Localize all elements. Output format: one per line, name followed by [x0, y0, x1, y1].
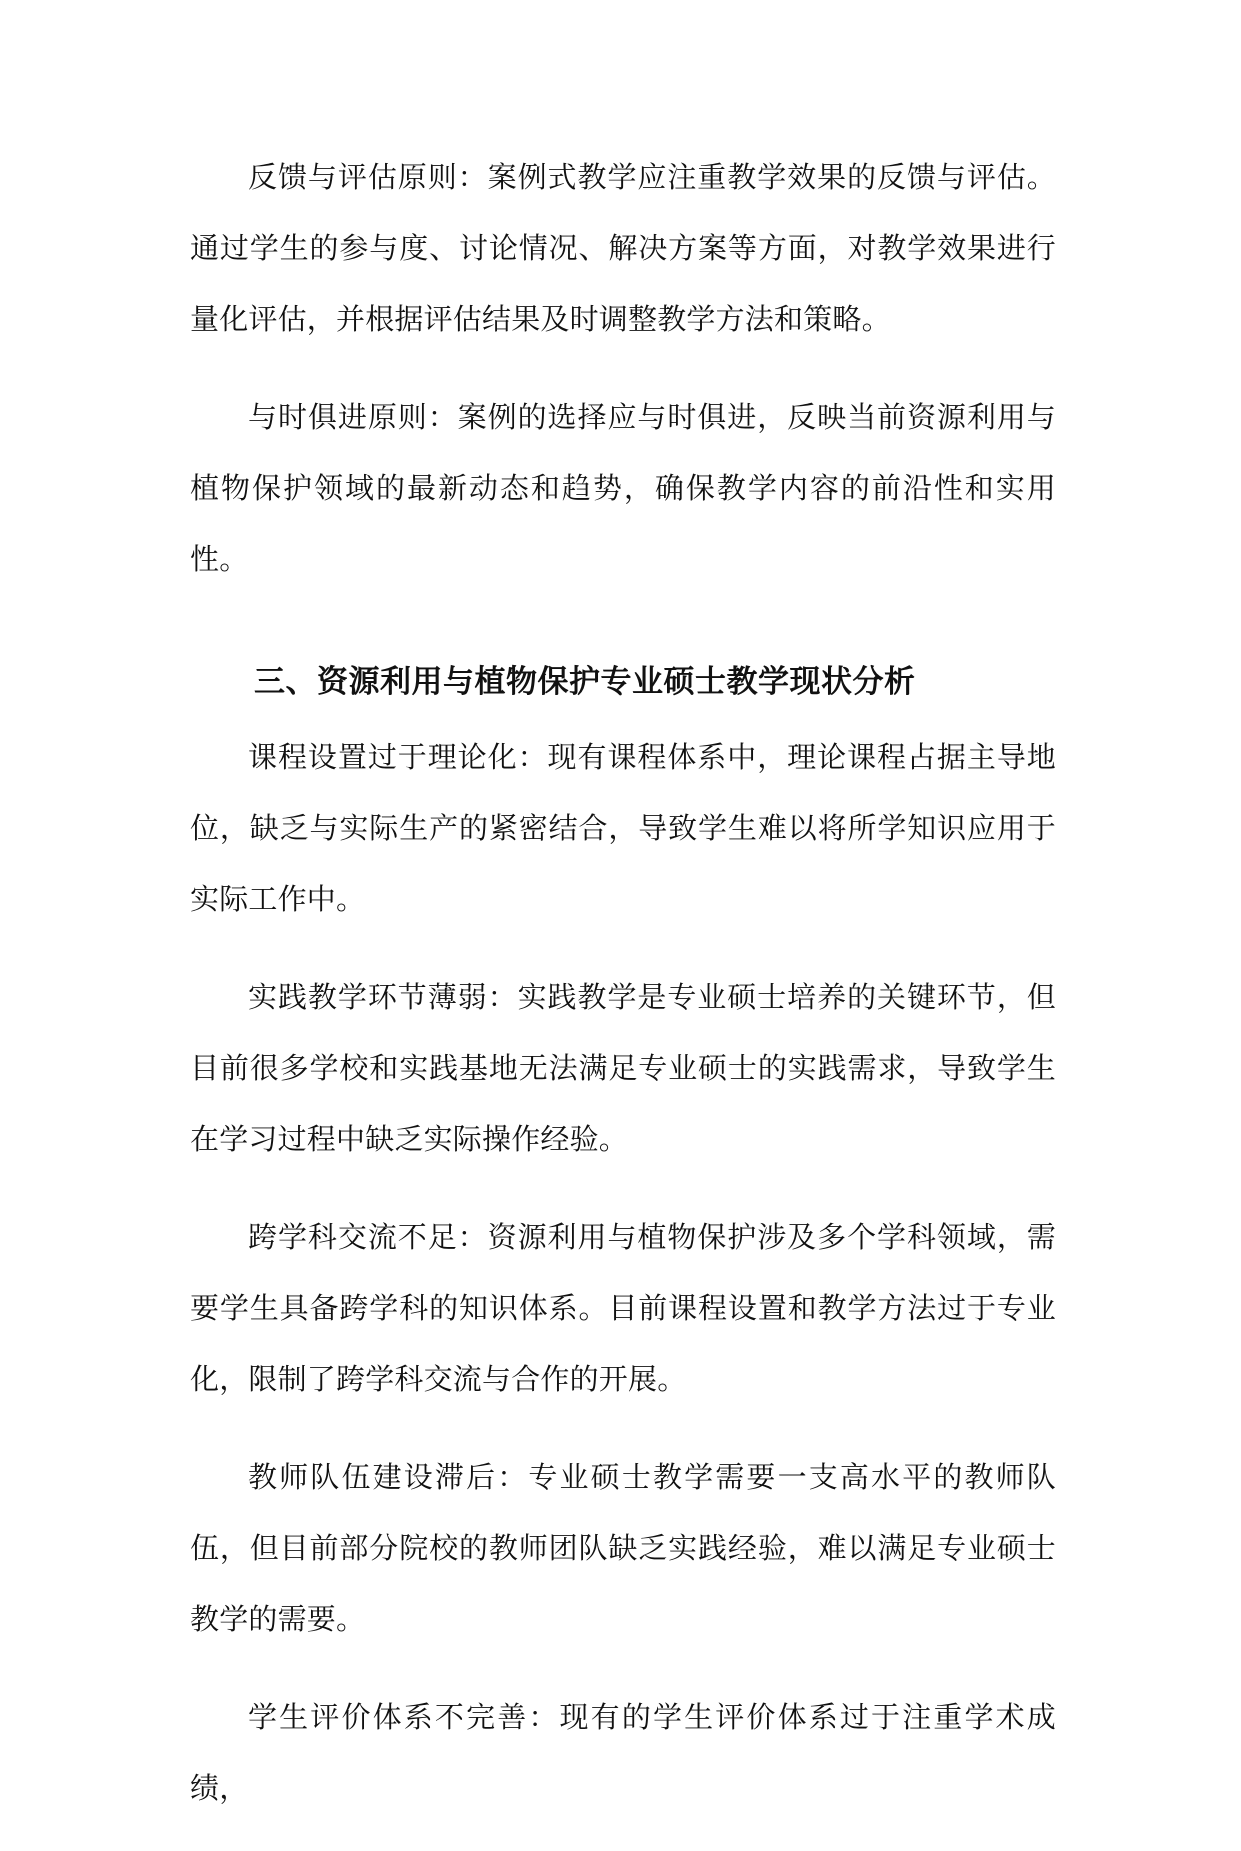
paragraph-evaluation-system: 学生评价体系不完善：现有的学生评价体系过于注重学术成绩， [190, 1700, 1056, 1805]
paragraph-faculty-lagging: 教师队伍建设滞后：专业硕士教学需要一支高水平的教师队伍，但目前部分院校的教师团队缺乏实践经验，难以满足专业硕士教学的需要。 [190, 1460, 1056, 1636]
paragraph-feedback-evaluation: 反馈与评估原则：案例式教学应注重教学效果的反馈与评估。通过学生的参与度、讨论情况、解决方案等方面，对教学效果进行量化评估，并根据评估结果及时调整教学方法和策略。 [190, 160, 1056, 336]
section-spacer [190, 622, 1056, 652]
paragraph-practice-weak: 实践教学环节薄弱：实践教学是专业硕士培养的关键环节，但目前很多学校和实践基地无法满足专业硕士的实践需求，导致学生在学习过程中缺乏实际操作经验。 [190, 980, 1056, 1156]
section-heading: 三、资源利用与植物保护专业硕士教学现状分析 [254, 664, 916, 700]
paragraph-keep-up-with-times: 与时俱进原则：案例的选择应与时俱进，反映当前资源利用与植物保护领域的最新动态和趋势，确保教学内容的前沿性和实用性。 [190, 400, 1056, 576]
paragraph-interdisciplinary: 跨学科交流不足：资源利用与植物保护涉及多个学科领域，需要学生具备跨学科的知识体系。目前课程设置和教学方法过于专业化，限制了跨学科交流与合作的开展。 [190, 1220, 1056, 1396]
document-page [190, 142, 1056, 1851]
paragraph-curriculum-theoretical: 课程设置过于理论化：现有课程体系中，理论课程占据主导地位，缺乏与实际生产的紧密结合，导致学生难以将所学知识应用于实际工作中。 [190, 740, 1056, 916]
